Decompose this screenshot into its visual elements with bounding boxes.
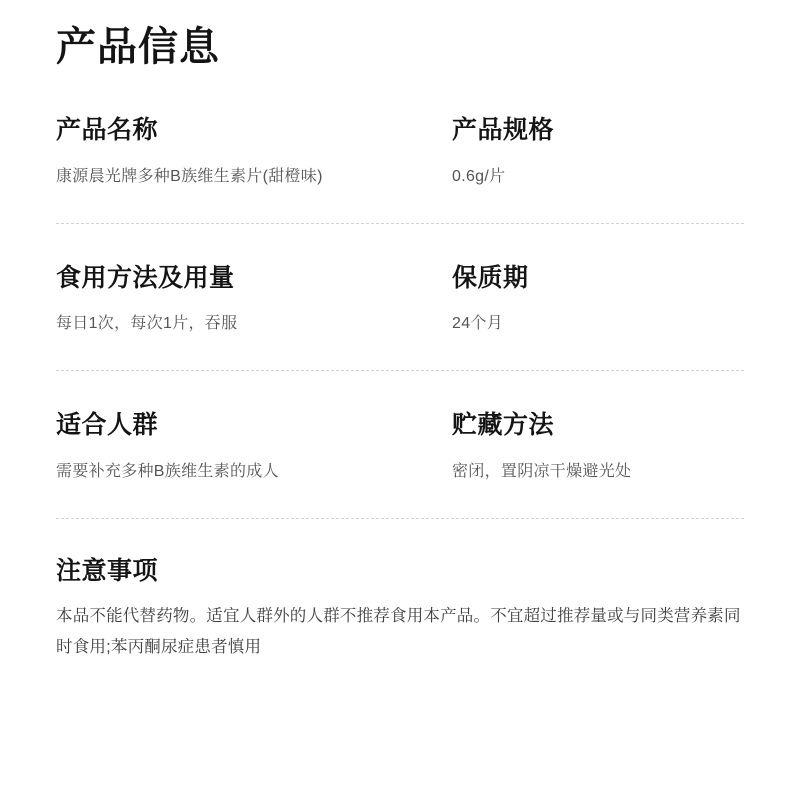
info-cell-product-name xyxy=(56,76,400,223)
field-value-shelf-life: 24个月 xyxy=(452,315,503,332)
notice-section xyxy=(56,519,744,663)
info-row-1 xyxy=(56,76,744,223)
info-cell-usage xyxy=(56,224,400,371)
field-label-target-group: 适合人群 xyxy=(56,411,159,439)
info-row-3 xyxy=(56,371,744,518)
field-label-shelf-life: 保质期 xyxy=(452,263,529,292)
field-label-storage: 贮藏方法 xyxy=(452,411,555,439)
field-value-target-group: 需要补充多种B族维生素的成人 xyxy=(56,462,279,480)
field-label-usage: 食用方法及用量 xyxy=(56,263,235,292)
info-row-2 xyxy=(56,224,744,371)
info-cell-specification xyxy=(400,76,744,223)
field-value-usage: 每日1次，每次1片，吞服 xyxy=(56,315,238,332)
product-info-grid xyxy=(56,76,744,662)
info-cell-target-group xyxy=(56,371,400,518)
info-cell-storage xyxy=(400,371,744,518)
field-value-product-name: 康源晨光牌多种B族维生素片(甜橙味) xyxy=(56,167,323,185)
field-label-specification: 产品规格 xyxy=(452,116,555,144)
info-cell-shelf-life xyxy=(400,224,744,371)
field-value-specification: 0.6g/片 xyxy=(452,167,506,185)
field-label-product-name: 产品名称 xyxy=(56,116,159,144)
page-title: 产品信息 xyxy=(56,25,220,69)
field-label-notice: 注意事项 xyxy=(56,556,159,585)
field-value-storage: 密闭，置阴凉干燥避光处 xyxy=(452,462,632,480)
field-value-notice: 本品不能代替药物。适宜人群外的人群不推荐食用本产品。不宜超过推荐量或与同类营养素同时食用;苯丙酮尿症患者慎用 xyxy=(56,607,741,656)
